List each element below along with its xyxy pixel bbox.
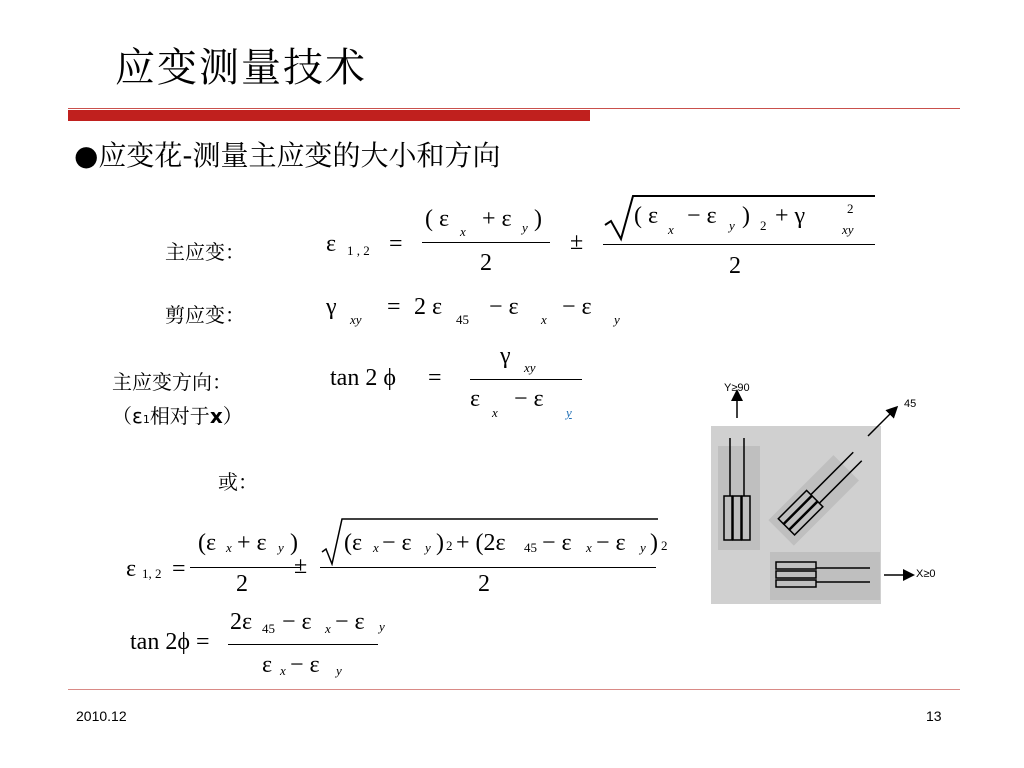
eq4-num-plus: + ε bbox=[237, 530, 267, 556]
eq1-num-a-sub: x bbox=[460, 224, 466, 239]
eq5-n3: − ε bbox=[335, 609, 365, 635]
eq4-plus-minus: ± bbox=[294, 553, 308, 579]
eq1-lhs-sub: 1 , 2 bbox=[347, 243, 370, 258]
rosette-label-45: 45 bbox=[904, 398, 917, 410]
label-relative-rest: 相对于 bbox=[149, 404, 210, 428]
eq5-lhs: tan 2ϕ = bbox=[130, 629, 210, 655]
eq5-d-sub1: x bbox=[280, 663, 286, 678]
eq4-num-close: ) bbox=[290, 530, 298, 556]
eq2-t2: − ε bbox=[489, 294, 519, 320]
eq1-num-c: ) bbox=[534, 206, 542, 232]
eq5-n2: − ε bbox=[282, 609, 312, 635]
eq3-den-a: ε bbox=[470, 386, 481, 412]
eq5-n1: 2ε bbox=[230, 609, 253, 635]
eq4-rad-4: + (2ε bbox=[456, 530, 506, 556]
eq5-n-sub1: 45 bbox=[262, 621, 275, 636]
eq2-t1-sub: 45 bbox=[456, 312, 469, 327]
eq4-rad-2: − ε bbox=[382, 530, 412, 556]
eq5-d2: − ε bbox=[290, 652, 320, 678]
label-principal-strain: 主应变： bbox=[165, 240, 245, 264]
eq3-fraction-bar bbox=[470, 379, 582, 380]
eq1-fraction-bar-2 bbox=[603, 244, 875, 245]
eq1-plus-minus: ± bbox=[570, 229, 584, 255]
eq4-rad-sub5: y bbox=[640, 540, 646, 555]
eq2-equals: = bbox=[387, 294, 401, 320]
footer-page-number: 13 bbox=[926, 708, 942, 724]
eq3-equals: = bbox=[428, 365, 442, 391]
eq2-t3-sub: y bbox=[614, 312, 620, 327]
label-relative-close: ） bbox=[222, 404, 243, 428]
eq1-rad-b: − ε bbox=[687, 203, 717, 229]
eq1-rad-d: + γ bbox=[775, 203, 806, 229]
eq4-rad-5: − ε bbox=[542, 530, 572, 556]
eq4-num: (ε bbox=[198, 530, 217, 556]
rosette-label-y: Y≥90 bbox=[724, 382, 750, 394]
label-shear-strain: 剪应变： bbox=[165, 303, 245, 327]
label-relative bbox=[112, 400, 243, 429]
eq3-den-b: − ε bbox=[514, 386, 544, 412]
eq4-rad-3: ) bbox=[436, 530, 444, 556]
eq4-rad-sub4: x bbox=[586, 540, 592, 555]
eq4-equals: = bbox=[172, 556, 186, 582]
eq4-lhs-sub: 1, 2 bbox=[142, 566, 162, 581]
eq5-n-sub3: y bbox=[379, 619, 385, 634]
eq2-t2-sub: x bbox=[541, 312, 547, 327]
eq4-rad-pow1: 2 bbox=[446, 538, 453, 553]
eq1-equals: = bbox=[389, 231, 403, 257]
eq5-fraction-bar bbox=[228, 644, 378, 645]
eq1-num-b: + ε bbox=[482, 206, 512, 232]
eq4-fraction-bar-2 bbox=[320, 567, 656, 568]
label-relative-sub: 1 bbox=[142, 413, 150, 426]
header-rule bbox=[68, 108, 960, 109]
eq1-num-b-sub: y bbox=[522, 220, 528, 235]
eq4-den: 2 bbox=[236, 571, 248, 597]
eq1-rad-pow: 2 bbox=[760, 218, 767, 233]
eq3-den-a-sub: x bbox=[492, 405, 498, 420]
eq3-num-sub: xy bbox=[524, 360, 536, 375]
eq4-rad-sub1: x bbox=[373, 540, 379, 555]
header-accent-bar bbox=[68, 110, 590, 121]
eq1-den2: 2 bbox=[729, 253, 741, 279]
eq4-rad-pow2: 2 bbox=[661, 538, 668, 553]
eq5-d-sub2: y bbox=[336, 663, 342, 678]
bullet-heading: ●应变花-测量主应变的大小和方向 bbox=[74, 139, 501, 172]
eq4-rad-7: ) bbox=[650, 530, 658, 556]
label-or: 或： bbox=[218, 470, 258, 494]
eq1-rad-b-sub: y bbox=[729, 218, 735, 233]
eq5-n-sub2: x bbox=[325, 621, 331, 636]
slide-title: 应变测量技术 bbox=[115, 45, 367, 91]
eq1-lhs: ε bbox=[326, 231, 337, 257]
eq1-rad-a-sub: x bbox=[668, 222, 674, 237]
eq1-rad-a: ( ε bbox=[634, 203, 659, 229]
eq5-d1: ε bbox=[262, 652, 273, 678]
eq1-num-a: ( ε bbox=[425, 206, 450, 232]
eq4-num-sub2: y bbox=[278, 540, 284, 555]
eq3-num: γ bbox=[500, 343, 511, 369]
eq1-fraction-bar bbox=[422, 242, 550, 243]
label-relative-open: （ε bbox=[112, 404, 143, 428]
eq4-den2: 2 bbox=[478, 571, 490, 597]
eq4-rad-6: − ε bbox=[596, 530, 626, 556]
strain-rosette-diagram bbox=[700, 378, 960, 608]
rosette-label-x: X≥0 bbox=[916, 568, 936, 580]
eq4-num-sub1: x bbox=[226, 540, 232, 555]
eq2-lhs: γ bbox=[326, 294, 337, 320]
label-relative-x: x bbox=[209, 404, 223, 428]
eq1-rad-sub2: xy bbox=[842, 222, 854, 237]
eq2-t3: − ε bbox=[562, 294, 592, 320]
eq4-lhs: ε bbox=[126, 556, 137, 582]
eq1-den: 2 bbox=[480, 250, 492, 276]
eq1-rad-c: ) bbox=[742, 203, 750, 229]
eq2-lhs-sub: xy bbox=[350, 312, 362, 327]
eq3-den-b-sub[interactable]: y bbox=[566, 405, 572, 420]
eq4-rad-sub3: 45 bbox=[524, 540, 537, 555]
eq4-fraction-bar bbox=[190, 567, 300, 568]
eq3-lhs: tan 2 ϕ bbox=[330, 365, 396, 391]
eq4-rad-1: (ε bbox=[344, 530, 363, 556]
footer-rule bbox=[68, 689, 960, 690]
eq2-t1: 2 ε bbox=[414, 294, 443, 320]
footer-date: 2010.12 bbox=[76, 708, 127, 724]
label-direction: 主应变方向： bbox=[112, 370, 232, 394]
eq1-rad-pow2: 2 bbox=[847, 201, 854, 216]
eq4-rad-sub2: y bbox=[425, 540, 431, 555]
